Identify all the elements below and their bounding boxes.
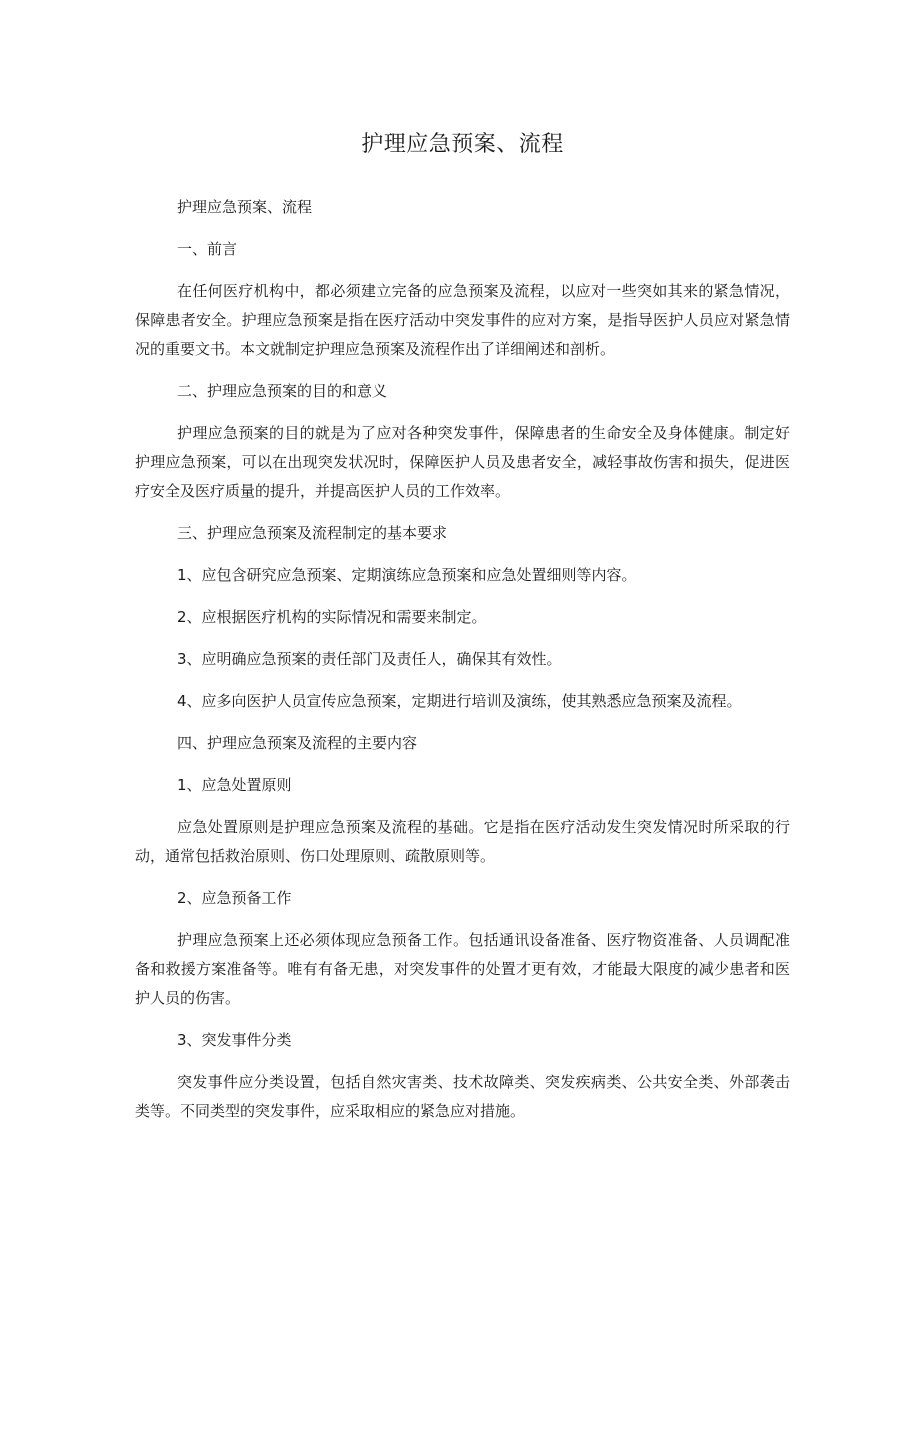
document-body bbox=[135, 193, 790, 1126]
subheading-principles: 1、应急处置原则 bbox=[177, 776, 292, 794]
subheading-preparation: 2、应急预备工作 bbox=[177, 889, 292, 907]
paragraph-subtitle: 护理应急预案、流程 bbox=[177, 198, 313, 216]
document-title: 护理应急预案、流程 bbox=[361, 132, 564, 157]
requirement-item-1: 1、应包含研究应急预案、定期演练应急预案和应急处置细则等内容。 bbox=[177, 566, 637, 584]
requirement-item-3: 3、应明确应急预案的责任部门及责任人，确保其有效性。 bbox=[177, 650, 562, 668]
paragraph-purpose: 护理应急预案的目的就是为了应对各种突发事件，保障患者的生命安全及身体健康。制定好护理应急预案，可以在出现突发状况时，保障医护人员及患者安全，减轻事故伤害和损失，促进医疗安全及医疗质量的提升，并提高医护人员的工作效率。 bbox=[135, 424, 790, 500]
paragraph-preface: 在任何医疗机构中，都必须建立完备的应急预案及流程，以应对一些突如其来的紧急情况，保障患者安全。护理应急预案是指在医疗活动中突发事件的应对方案，是指导医护人员应对紧急情况的重要文书。本文就制定护理应急预案及流程作出了详细阐述和剖析。 bbox=[135, 282, 790, 358]
paragraph-classification: 突发事件应分类设置，包括自然灾害类、技术故障类、突发疾病类、公共安全类、外部袭击类等。不同类型的突发事件，应采取相应的紧急应对措施。 bbox=[135, 1073, 790, 1120]
requirement-item-4: 4、应多向医护人员宣传应急预案，定期进行培训及演练，使其熟悉应急预案及流程。 bbox=[177, 692, 742, 710]
section-heading-preface: 一、前言 bbox=[177, 240, 238, 258]
subheading-classification: 3、突发事件分类 bbox=[177, 1031, 292, 1049]
requirement-item-2: 2、应根据医疗机构的实际情况和需要来制定。 bbox=[177, 608, 487, 626]
section-heading-requirements: 三、护理应急预案及流程制定的基本要求 bbox=[177, 524, 448, 542]
section-heading-main-content: 四、护理应急预案及流程的主要内容 bbox=[177, 734, 418, 752]
paragraph-preparation: 护理应急预案上还必须体现应急预备工作。包括通讯设备准备、医疗物资准备、人员调配准备和救援方案准备等。唯有有备无患，对突发事件的处置才更有效，才能最大限度的减少患者和医护人员的伤害。 bbox=[135, 931, 790, 1007]
section-heading-purpose: 二、护理应急预案的目的和意义 bbox=[177, 382, 388, 400]
document-page bbox=[0, 129, 920, 1430]
paragraph-principles: 应急处置原则是护理应急预案及流程的基础。它是指在医疗活动发生突发情况时所采取的行动，通常包括救治原则、伤口处理原则、疏散原则等。 bbox=[135, 818, 790, 865]
